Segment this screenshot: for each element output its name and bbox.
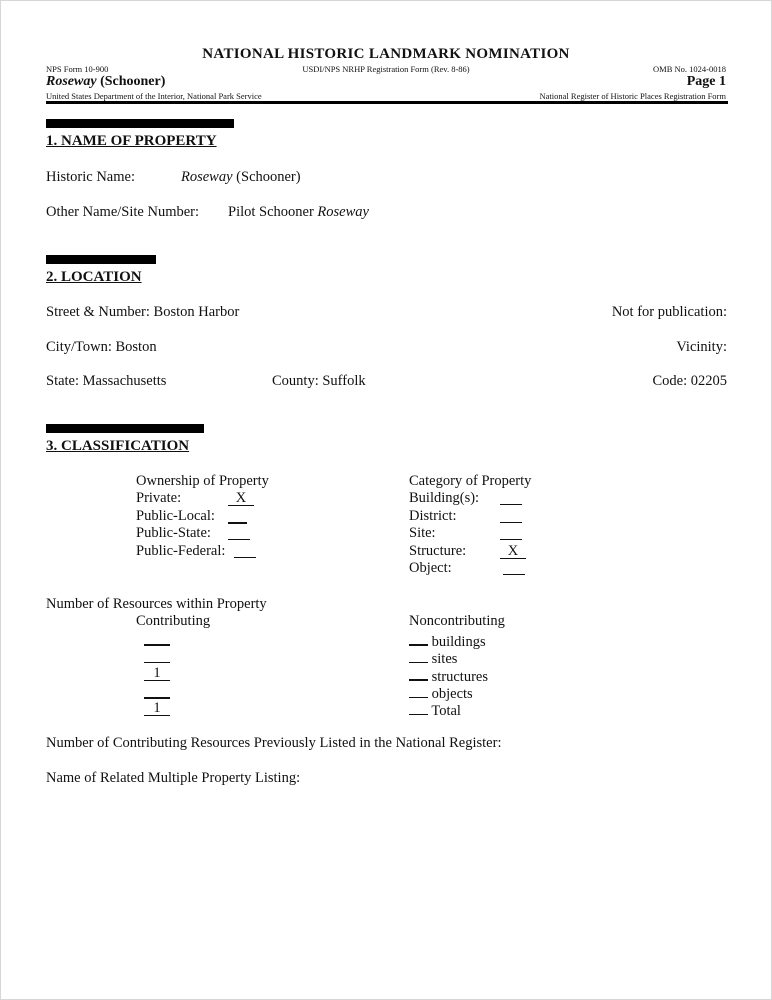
omb-number: OMB No. 1024-0018 — [653, 64, 726, 74]
city-town: City/Town: Boston — [46, 339, 157, 355]
category-label-object: Object: — [409, 560, 452, 576]
noncontributing-total-label: Total — [431, 703, 461, 719]
category-label-district: District: — [409, 508, 457, 524]
contributing-title: Contributing — [136, 613, 211, 629]
section-3-bar — [46, 424, 204, 433]
zip-code: Code: 02205 — [652, 373, 727, 389]
resources-title: Number of Resources within Property — [46, 596, 267, 612]
noncontributing-sites-label: sites — [431, 651, 458, 667]
category-mark-site — [500, 525, 522, 540]
contributing-sites — [144, 648, 170, 663]
section-2-bar — [46, 255, 156, 264]
category-mark-building — [500, 490, 522, 505]
section-2-heading: 2. LOCATION — [46, 269, 142, 285]
contributing-total: 1 — [144, 701, 170, 716]
department-label: United States Department of the Interior, National Park Service — [46, 91, 262, 101]
noncontributing-buildings-label: buildings — [431, 634, 486, 650]
category-label-site: Site: — [409, 525, 436, 541]
header-property-name-italic: Roseway — [46, 74, 97, 89]
not-for-publication: Not for publication: — [611, 304, 727, 320]
category-mark-structure: X — [500, 544, 526, 559]
noncontributing-title: Noncontributing — [409, 613, 505, 629]
ownership-mark-public-state — [228, 525, 250, 540]
contributing-buildings — [144, 630, 170, 646]
form-title: NATIONAL HISTORIC LANDMARK NOMINATION — [202, 46, 570, 62]
other-name-italic: Roseway — [317, 204, 369, 220]
ownership-label-private: Private: — [136, 490, 182, 506]
ownership-label-public-federal: Public-Federal: — [136, 543, 226, 559]
ownership-label-public-state: Public-State: — [136, 525, 211, 541]
category-label-building: Building(s): — [409, 490, 480, 506]
header-rule — [46, 101, 728, 104]
other-name-label: Other Name/Site Number: — [46, 204, 200, 220]
ownership-mark-public-federal — [234, 543, 256, 558]
vicinity: Vicinity: — [676, 339, 727, 355]
contributing-structures: 1 — [144, 666, 170, 681]
noncontributing-sites-blank — [409, 648, 428, 663]
noncontributing-buildings-blank — [409, 630, 428, 646]
form-number: NPS Form 10-900 — [46, 64, 109, 74]
noncontributing-objects-label: objects — [431, 686, 473, 702]
historic-name-rest: (Schooner) — [232, 169, 301, 185]
noncontributing-structures-label: structures — [431, 669, 488, 685]
other-name-value — [228, 204, 369, 221]
ownership-title: Ownership of Property — [136, 473, 269, 489]
historic-name-italic: Roseway — [181, 169, 233, 185]
multiple-property-listing: Name of Related Multiple Property Listing: — [46, 770, 301, 786]
register-label: National Register of Historic Places Registration Form — [539, 91, 726, 101]
state: State: Massachusetts — [46, 373, 167, 389]
ownership-label-public-local: Public-Local: — [136, 508, 215, 524]
county: County: Suffolk — [272, 373, 366, 389]
category-title: Category of Property — [409, 473, 532, 489]
header-property-name-rest: (Schooner) — [96, 74, 166, 89]
section-1-heading: 1. NAME OF PROPERTY — [46, 133, 217, 149]
category-mark-object — [503, 560, 525, 575]
noncontributing-structures-blank — [409, 665, 428, 681]
category-mark-district — [500, 508, 522, 523]
page-number: Page 1 — [686, 74, 726, 89]
section-3-heading: 3. CLASSIFICATION — [46, 438, 190, 454]
ownership-mark-private: X — [228, 491, 254, 506]
street-number: Street & Number: Boston Harbor — [46, 304, 240, 320]
noncontributing-total-blank — [409, 700, 428, 715]
previously-listed: Number of Contributing Resources Previously Listed in the National Register: — [46, 735, 502, 751]
category-label-structure: Structure: — [409, 543, 467, 559]
historic-name-label: Historic Name: — [46, 169, 135, 185]
historic-name-value — [181, 169, 301, 186]
contributing-objects — [144, 683, 170, 699]
section-1-bar — [46, 119, 234, 128]
other-name-prefix: Pilot Schooner — [228, 204, 318, 220]
ownership-mark-public-local — [228, 508, 247, 524]
noncontributing-objects-blank — [409, 683, 428, 698]
header-property-name — [46, 74, 165, 90]
registration-form-label: USDI/NPS NRHP Registration Form (Rev. 8-86) — [302, 64, 470, 74]
